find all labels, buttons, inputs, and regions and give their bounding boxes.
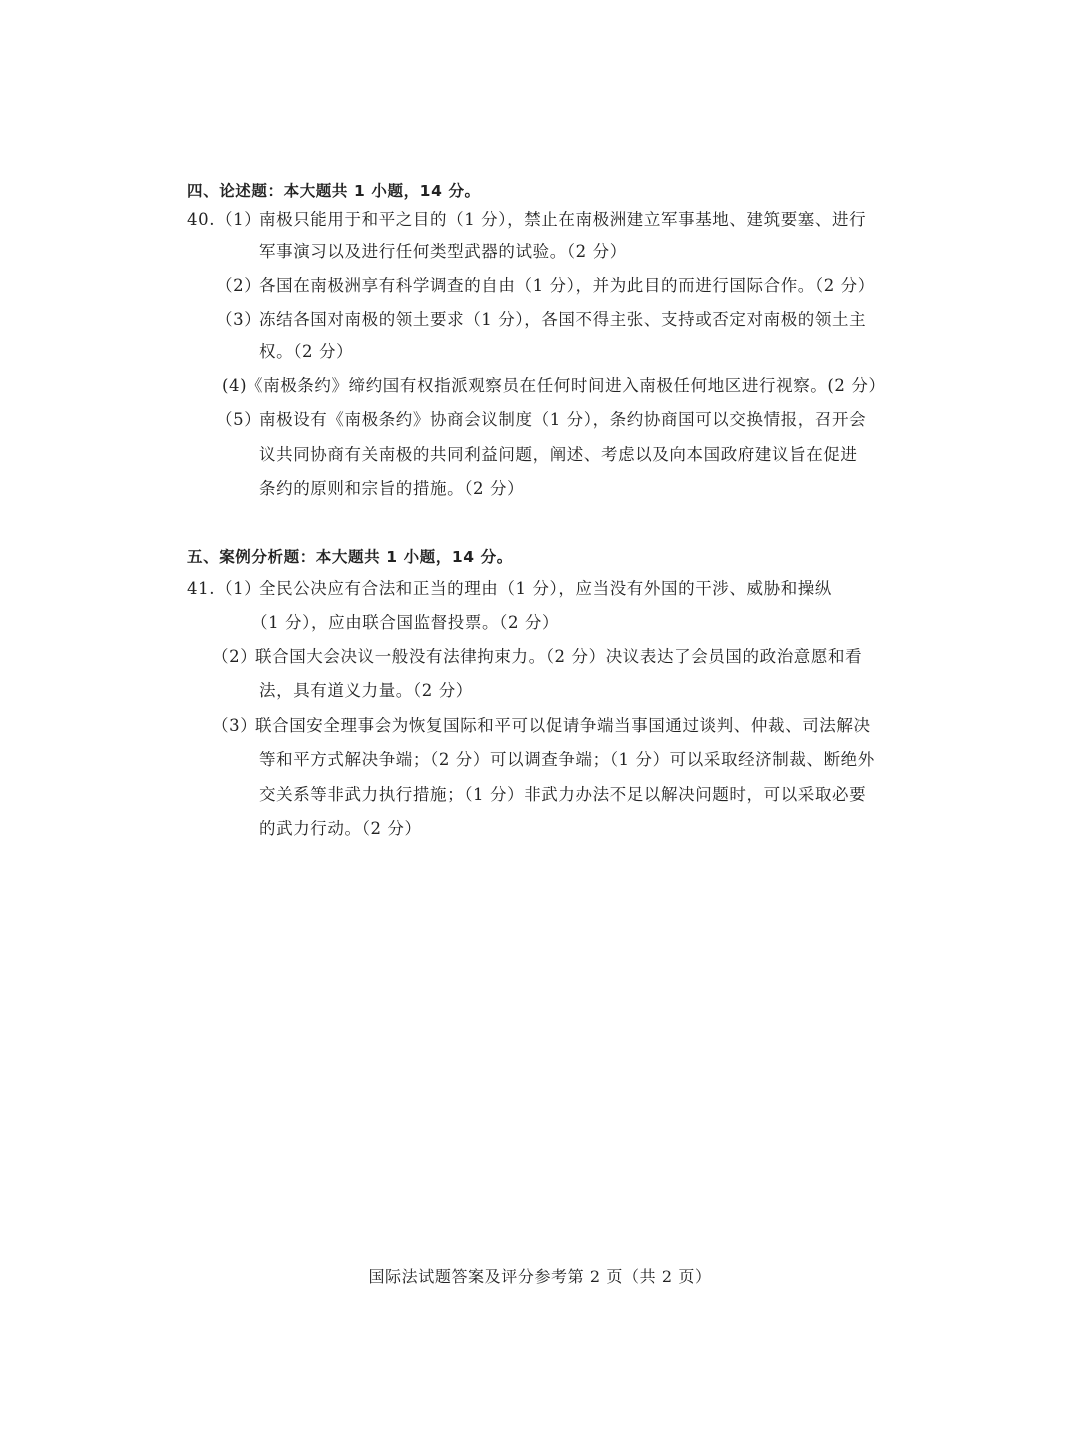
q40-item1-line2: 军事演习以及进行任何类型武器的试验。（2 分） <box>259 242 627 261</box>
q40-item5-line3: 条约的原则和宗旨的措施。（2 分） <box>259 479 525 498</box>
q41-item3-line3: 交关系等非武力执行措施；（1 分）非武力办法不足以解决问题时，可以采取必要 <box>259 785 867 804</box>
q40-item4-label: (4) <box>222 376 248 395</box>
q41-item3-line1: 联合国安全理事会为恢复国际和平可以促请争端当事国通过谈判、仲裁、司法解决 <box>255 716 871 735</box>
q40-item4-line1: 《南极条约》缔约国有权指派观察员在任何时间进入南极任何地区进行视察。(2 分） <box>246 376 886 395</box>
q40-item1-line1: 南极只能用于和平之目的（1 分），禁止在南极洲建立军事基地、建筑要塞、进行 <box>259 210 867 229</box>
q41-item3-line4: 的武力行动。（2 分） <box>259 819 422 838</box>
q40-item2-line1: 各国在南极洲享有科学调查的自由（1 分），并为此目的而进行国际合作。（2 分） <box>259 276 875 295</box>
q40-item5-label: （5） <box>216 410 262 429</box>
q41-item1-line2: （1 分），应由联合国监督投票。（2 分） <box>251 613 560 632</box>
q40-item5-line2: 议共同协商有关南极的共同利益问题，阐述、考虑以及向本国政府建议旨在促进 <box>259 445 858 464</box>
q41-item2-label: （2） <box>212 647 258 666</box>
section5-heading: 五、案例分析题：本大题共 1 小题，14 分。 <box>187 548 513 566</box>
section4-heading: 四、论述题：本大题共 1 小题，14 分。 <box>187 182 481 200</box>
q41-item2-line2: 法，具有道义力量。（2 分） <box>259 681 473 700</box>
q40-item3-line1: 冻结各国对南极的领土要求（1 分），各国不得主张、支持或否定对南极的领土主 <box>259 310 867 329</box>
q41-item2-line1: 联合国大会决议一般没有法律拘束力。（2 分）决议表达了会员国的政治意愿和看 <box>255 647 863 666</box>
question-40-number: 40. <box>187 210 216 229</box>
q40-item5-line1: 南极设有《南极条约》协商会议制度（1 分），条约协商国可以交换情报，召开会 <box>259 410 867 429</box>
q40-item3-line2: 权。（2 分） <box>259 342 354 361</box>
q40-item2-label: （2） <box>216 276 262 295</box>
q41-item3-line2: 等和平方式解决争端；（2 分）可以调查争端；（1 分）可以采取经济制裁、断绝外 <box>259 750 875 769</box>
q41-item1-label: （1） <box>216 579 262 598</box>
q41-item3-label: （3） <box>212 716 258 735</box>
page-footer: 国际法试题答案及评分参考第 2 页（共 2 页） <box>368 1267 712 1286</box>
q41-item1-line1: 全民公决应有合法和正当的理由（1 分），应当没有外国的干涉、威胁和操纵 <box>259 579 832 598</box>
q40-item1-label: （1） <box>216 210 262 229</box>
q40-item3-label: （3） <box>216 310 262 329</box>
question-41-number: 41. <box>187 579 216 598</box>
